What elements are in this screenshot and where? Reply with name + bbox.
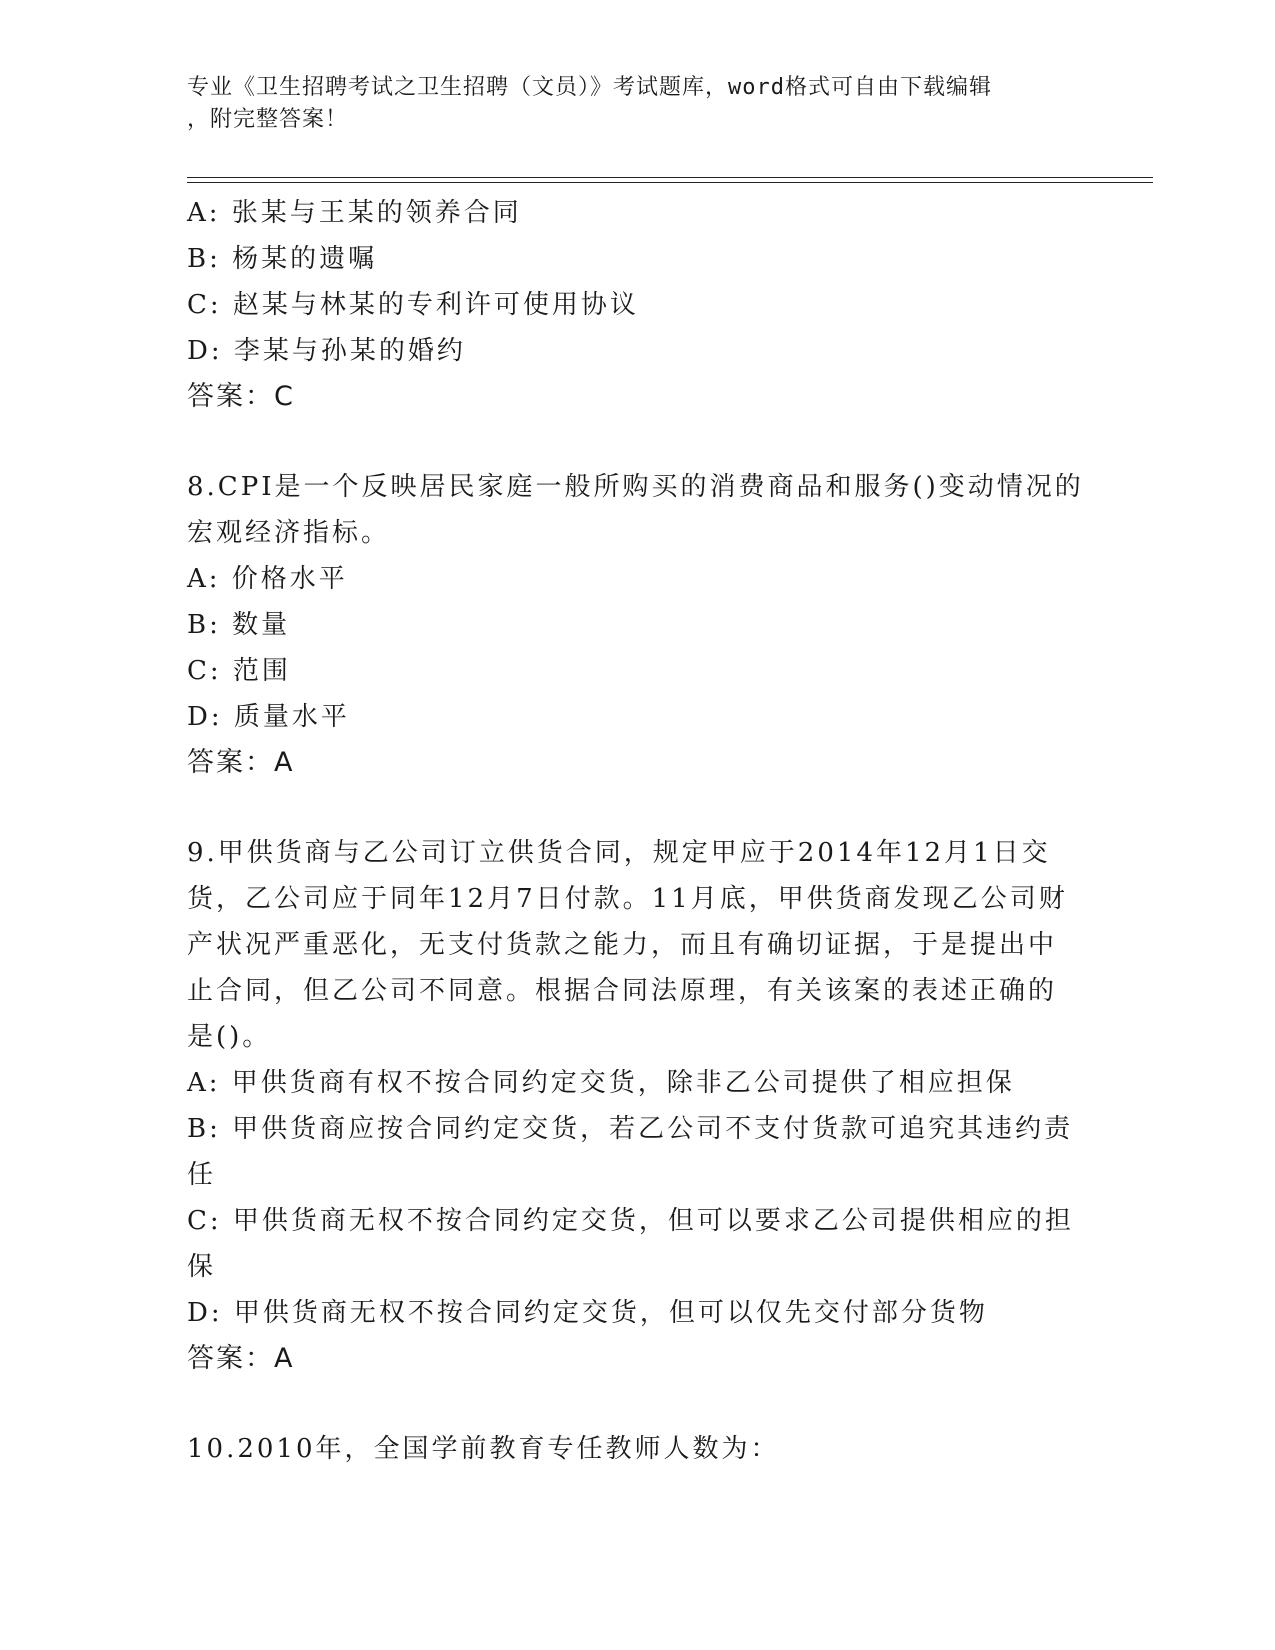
option-a: A: 价格水平 — [187, 564, 348, 594]
option-d: D: 质量水平 — [187, 702, 350, 732]
option-c: C: 甲供货商无权不按合同约定交货，但可以要求乙公司提供相应的担 — [187, 1206, 1074, 1236]
header-divider-top — [187, 177, 1153, 178]
option-a: A: 甲供货商有权不按合同约定交货，除非乙公司提供了相应担保 — [187, 1068, 1015, 1098]
answer: 答案：A — [187, 1343, 295, 1374]
question-text-line: 是()。 — [187, 1022, 272, 1052]
option-d: D: 李某与孙某的婚约 — [187, 336, 466, 366]
question-8 — [187, 464, 1087, 786]
header-line-1: 专业《卫生招聘考试之卫生招聘（文员）》考试题库，word格式可自由下载编辑 — [187, 75, 992, 100]
question-10 — [187, 1426, 1087, 1472]
option-c: C: 范围 — [187, 656, 291, 686]
question-7 — [187, 190, 1087, 420]
question-text-line: 止合同，但乙公司不同意。根据合同法原理，有关该案的表述正确的 — [187, 976, 1058, 1006]
question-text-line: 产状况严重恶化，无支付货款之能力，而且有确切证据，于是提出中 — [187, 930, 1058, 960]
document-header — [187, 72, 1087, 136]
spacer — [187, 420, 1087, 464]
question-list — [187, 190, 1087, 1472]
answer: 答案：C — [187, 381, 295, 412]
question-text-line: 货，乙公司应于同年12月7日付款。11月底，甲供货商发现乙公司财 — [187, 884, 1068, 914]
spacer — [187, 1382, 1087, 1426]
option-c-continued: 保 — [187, 1252, 217, 1282]
option-b: B: 甲供货商应按合同约定交货，若乙公司不支付货款可追究其违约责 — [187, 1114, 1074, 1144]
option-d: D: 甲供货商无权不按合同约定交货，但可以仅先交付部分货物 — [187, 1298, 988, 1328]
question-text-line: 10.2010年，全国学前教育专任教师人数为： — [187, 1434, 780, 1464]
header-divider-bottom — [187, 182, 1153, 183]
option-b: B: 杨某的遗嘱 — [187, 244, 378, 274]
option-a: A: 张某与王某的领养合同 — [187, 198, 522, 228]
option-b: B: 数量 — [187, 610, 291, 640]
spacer — [187, 786, 1087, 830]
question-text-line: 9.甲供货商与乙公司订立供货合同，规定甲应于2014年12月1日交 — [187, 838, 1051, 868]
question-text-line: 宏观经济指标。 — [187, 518, 391, 548]
option-b-continued: 任 — [187, 1160, 217, 1190]
option-c: C: 赵某与林某的专利许可使用协议 — [187, 290, 639, 320]
question-9 — [187, 830, 1087, 1382]
answer: 答案：A — [187, 747, 295, 778]
header-line-2: ，附完整答案！ — [187, 107, 349, 132]
question-text-line: 8.CPI是一个反映居民家庭一般所购买的消费商品和服务()变动情况的 — [187, 472, 1084, 502]
